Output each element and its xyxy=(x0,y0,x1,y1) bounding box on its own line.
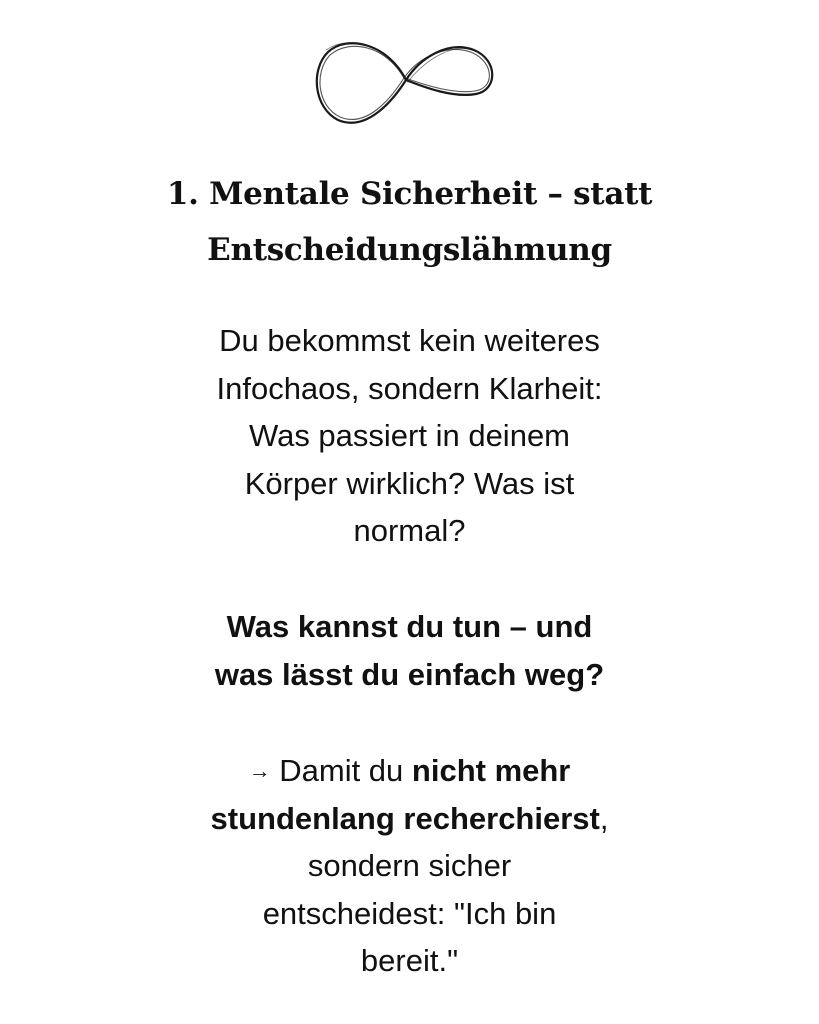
paragraph-line: Was kannst du tun – und xyxy=(226,609,593,644)
heading-line-2: Entscheidungslähmung xyxy=(207,232,612,268)
paragraph-line: Infochaos, sondern Klarheit: xyxy=(216,370,603,406)
paragraph-line: sondern sicher xyxy=(307,848,512,883)
paragraph-line: was lässt du einfach weg? xyxy=(214,656,605,692)
paragraph-line xyxy=(140,747,679,795)
section-heading xyxy=(120,166,699,278)
intro-paragraph xyxy=(140,317,679,555)
paragraph-line: bereit." xyxy=(360,943,459,978)
paragraph-line: Du bekommst kein weiteres xyxy=(219,323,600,358)
paragraph-line: normal? xyxy=(353,513,466,548)
paragraph-line: entscheidest: "Ich bin xyxy=(262,895,557,931)
emphasis-text: stundenlang recherchierst xyxy=(210,800,600,836)
paragraph-line: Körper wirklich? Was ist xyxy=(244,465,575,501)
paragraph-text: , xyxy=(599,800,609,836)
arrow-right-icon: → xyxy=(248,758,271,783)
benefit-paragraph xyxy=(140,747,679,985)
emphasis-text: nicht mehr xyxy=(411,753,571,788)
paragraph-line: Was passiert in deinem xyxy=(248,418,571,453)
heading-line-1: 1. Mentale Sicherheit – statt xyxy=(166,176,653,212)
paragraph-line xyxy=(140,795,679,843)
bold-question-paragraph xyxy=(140,603,679,698)
infinity-brush-icon xyxy=(308,30,504,130)
paragraph-text: Damit du xyxy=(270,753,412,788)
